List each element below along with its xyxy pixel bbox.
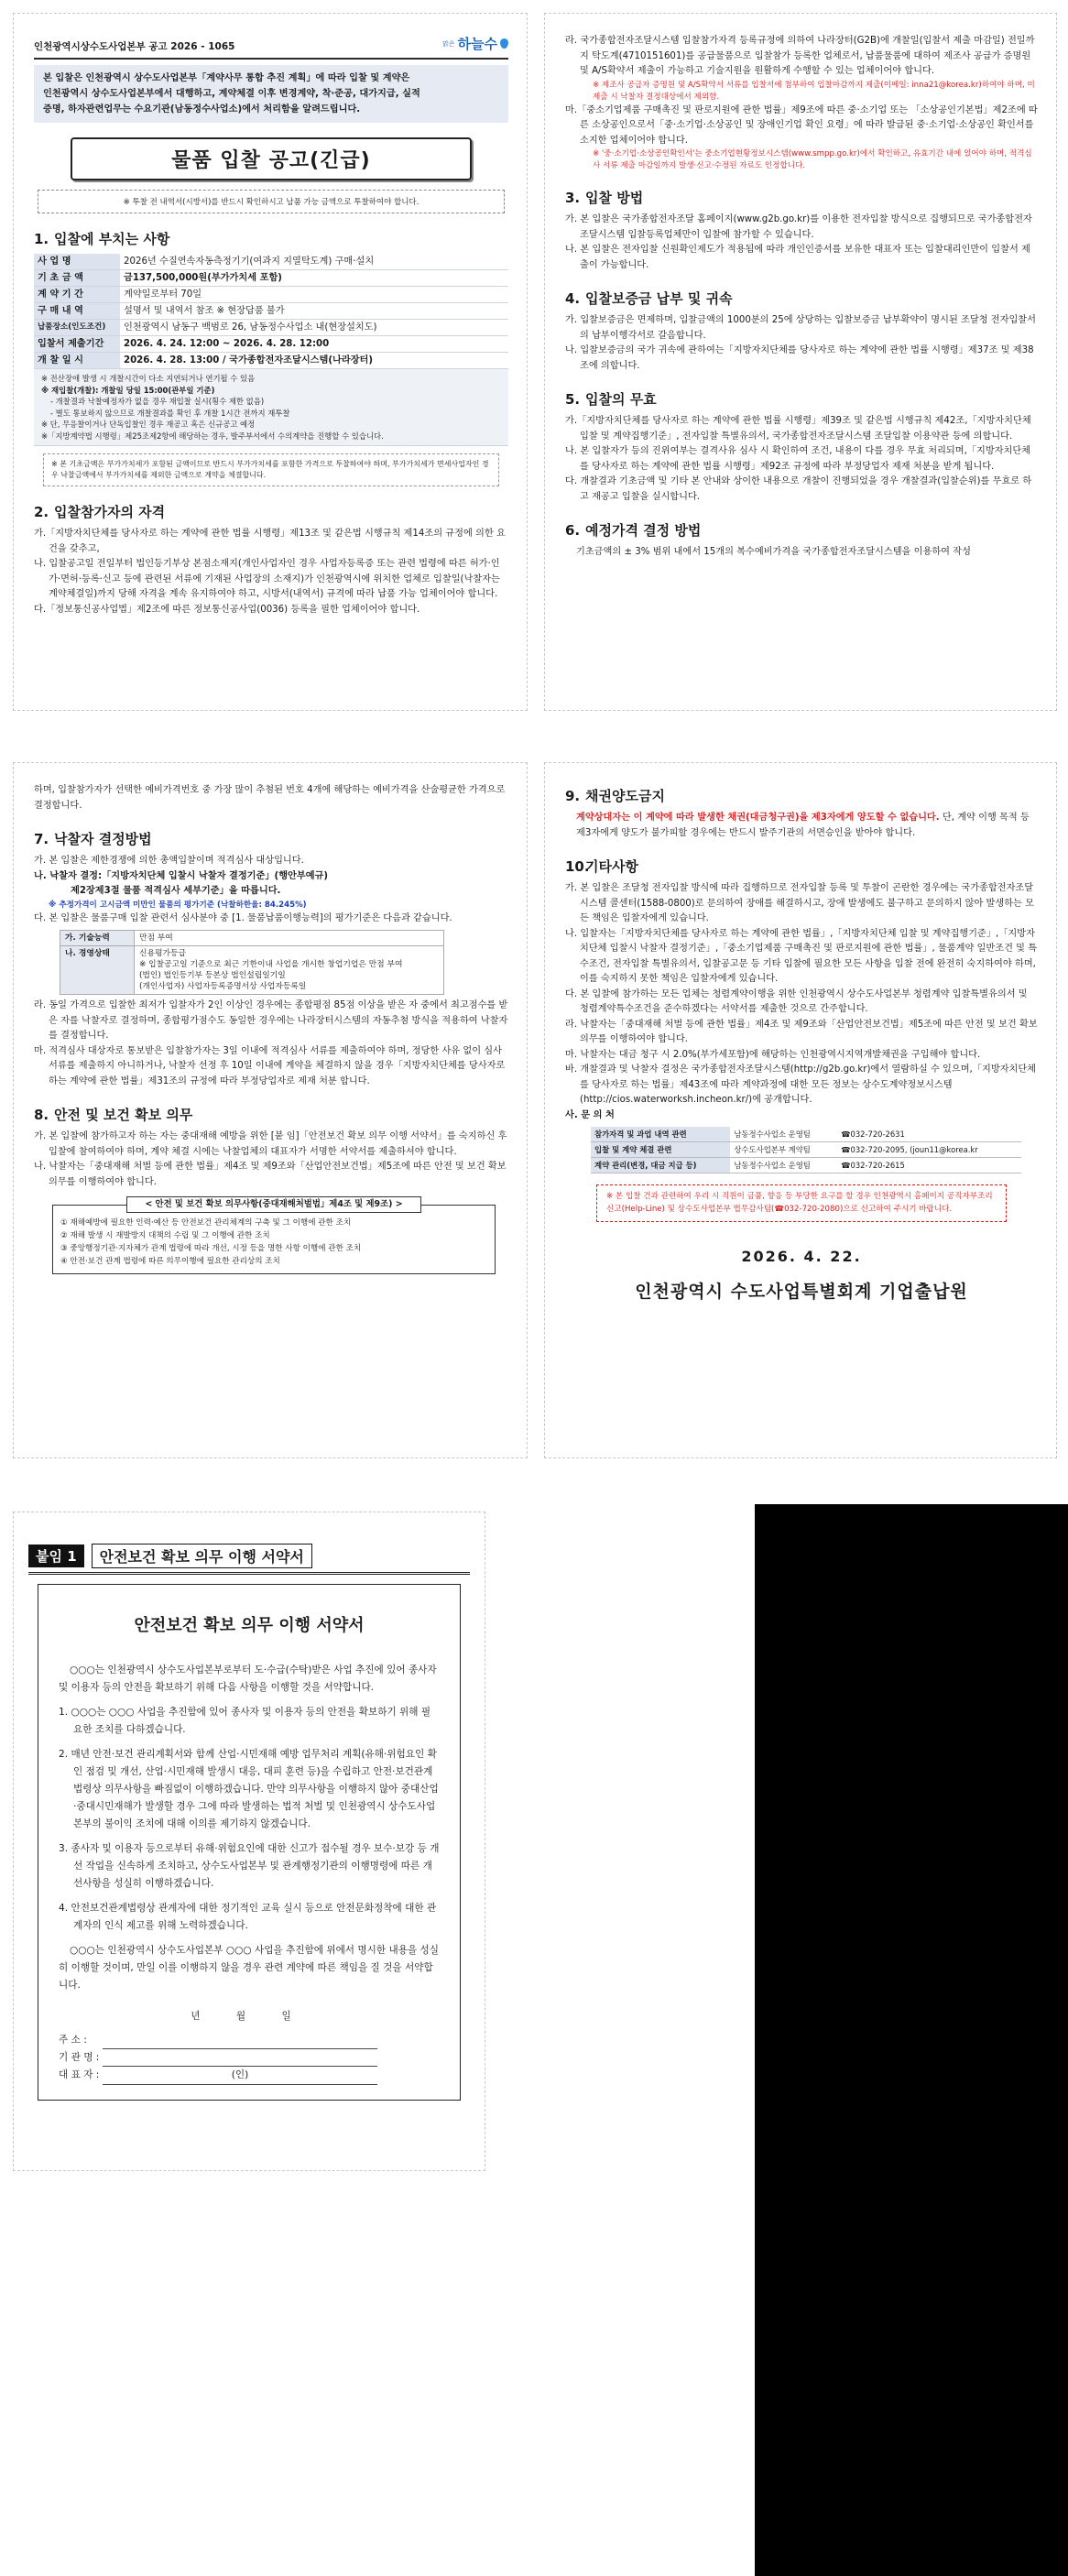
- bid-info-table: 사 업 명 2026년 수질연속자동측정기기(여과지 지열탁도계) 구매·설치 기 초 금 액 금137,500,000원(부가가치세 포함) 계 약 기 간 계약일로부터 70일 구 매 내 역 설명서 및 내역서 참조 ※ 현장답품 불가 납품장소(인도조건) 인천광역시 남동구 백범로 26, 남동정수사업소 내(현장설치도) 입찰서 제출기간 2026. 4. 24. 12:00 ~ 2026. 4. 28. 12:00 개 찰 일 시 2026. 4. 28. 13:00 / 국가종합전자조달시스템(나라장터): [34, 254, 508, 369]
- evaluation-table: 가. 기술능력 만점 부여 나. 경영상태 신용평가등급 ※ 입찰공고일 기준으로 최근 기한이내 사업을 개시한 창업기업은 만점 부여 (법인) 법인등기부 등본상 법인설립일기일 (개인사업자) 사업자등록증명서상 사업자등록일: [60, 930, 444, 995]
- sec2-item-d: 라. 국가종합전자조달시스템 입찰참가자격 등록규정에 의하여 나라장터(G2B)에 개찰일(입찰서 제출 마감일) 전일까지 탁도계(4710151601)를 공급물품으로 입찰참가 등록한 업체로서, 납품물품에 대하여 제조사 공급가 증명원 및 A/S확약서 제출이 가능하고 기술지원을 원활하게 수행할 수 있는 업체이어야 합니다.: [565, 36, 1035, 76]
- sec8-item-a: 가. 본 입찰에 참가하고자 하는 자는 중대재해 예방을 위한 [붙 임]「안전보건 확보 의무 이행 서약서」를 숙지하신 후 입찰에 참여하여야 하며, 계약 체결 시에는 낙찰업체의 대표자가 서명한 서약서를 제출하셔야 합니다.: [34, 1131, 507, 1157]
- bid-info-notes: ※ 전산장애 발생 시 개찰시간이 다소 지연되거나 연기될 수 있음 ※ 재입찰(개찰): 개찰일 당일 15:00(관부일 기준) - 개찰결과 낙찰예정자가 없을 경우 재입찰 실시(횡수 제한 없음) - 별도 통보하지 않으므로 개찰결과를 확인 후 개찰 1시간 전까지 재투찰 ※ 단, 무응찰이거나 단독입찰인 경우 재공고 혹은 신규공고 예정 ※「지방계약법 시행령」제25조제2항에 해당하는 경우, 발주부서에서 수의계약을 진행할 수 있습니다.: [34, 369, 508, 446]
- sec2-item-e: 마.「중소기업제품 구매촉진 및 판로지원에 관한 법률」제9조에 따른 중·소기업 또는 「소상공인기본법」제2조에 따른 소상공인으로서「중·소기업·소상공인 및 장애인기업 확인 요령」에 따라 발급된 중·소기업·소상공인 확인서를 소지한 업체이어야 합니다.: [565, 104, 1038, 146]
- pledge-item-3: 3. 종사자 및 이용자 등으로부터 유해·위험요인에 대한 신고가 접수될 경우 보수·보강 등 개선 작업을 신속하게 조치하고, 상수도사업본부 및 관계행정기관의 이행명령에 따른 개선사항을 성실히 이행하겠습니다.: [59, 1843, 440, 1889]
- org-logo: 맑은 하늘수: [442, 34, 508, 53]
- sec7-item-e: 마. 적격심사 대상자로 통보받은 입찰참가자는 3일 이내에 적격심사 서류를 제출하여야 하며, 정당한 사유 없이 심사서류를 제출하지 아니하거나, 낙찰자 선정 후 10일 이내에 계약을 체결하지 않을 경우「지방자치단체를 당사자로 하는 계약에 관한 법률」제31조의 규정에 따라 부정당업자로 제재 처분 합니다.: [34, 1045, 506, 1086]
- pledge-item-4: 4. 안전보건관계법령상 관계자에 대한 정기적인 교육 실시 등으로 안전문화정착에 대한 관계자의 인식 제고를 위해 노력하겠습니다.: [59, 1903, 437, 1931]
- sec6-continued: 하며, 입찰참가자가 선택한 예비가격번호 중 가장 많이 추첨된 번호 4개에 해당하는 예비가격을 산술평균한 가격으로 결정합니다.: [34, 785, 506, 811]
- sec7-item-d: 라. 동일 가격으로 입찰한 최저가 입찰자가 2인 이상인 경우에는 종합평점 85점 이상을 받은 자 중에서 최고점수를 받은 자를 낙찰자로 결정하며, 종합평가점수도 동일한 경우에는 나라장터시스템의 자동추첨 방식을 적용하여 낙찰자를 결정합니다.: [34, 1000, 508, 1041]
- sec2-item-c: 다.「정보통신공사업법」제2조에 따른 정보통신공사업(0036) 등록을 필한 업체이어야 합니다.: [34, 604, 420, 615]
- sec5-item-a: 가.「지방자치단체를 당사자로 하는 계약에 관한 법률 시행령」제39조 및 같은법 시행규칙 제42조,「지방자치단체 입찰 및 계약집행기준」, 전자입찰 특별유의서, 국가종합전자조달시스템 조달입찰 이용약관 등에 의합니다.: [565, 416, 1031, 442]
- page-5: [13, 1512, 485, 2171]
- signer-name: 인천광역시 수도사업특별회계 기업출납원: [635, 1282, 968, 1302]
- sec3-item-a: 가. 본 입찰은 국가종합전자조달 홈페이지(www.g2b.go.kr)를 이용한 전자입찰 방식으로 집행되므로 국가종합전자조달시스템 입찰등록업체만이 입찰에 참가할 수 있습니다.: [565, 214, 1032, 240]
- attachment-tag: 붙임 1: [28, 1545, 84, 1567]
- section-7-heading: 7. 낙찰자 결정방법: [34, 831, 152, 847]
- pledge-lead: ○○○는 인천광역시 상수도사업본부로부터 도·수급(수탁)받은 사업 추진에 있어 종사자 및 이용자 등의 안전을 확보하기 위해 다음 사항을 이행할 것을 서약합니다.: [59, 1665, 437, 1693]
- pledge-title: 안전보건 확보 의무 이행 서약서: [134, 1616, 365, 1635]
- sec5-item-b: 나. 본 입찰자가 등의 진위여부는 결격사유 심사 시 확인하여 조건, 내용이 다를 경우 무효 처리되며,「지방자치단체를 당사자로 하는 계약에 관한 법률 시행령」제92조 규정에 따라 부정당업자 제재 처분을 받게 됩니다.: [565, 446, 1031, 472]
- section-8-heading: 8. 안전 및 보건 확보 의무: [34, 1107, 193, 1123]
- sec7-item-a: 가. 본 입찰은 제한경쟁에 의한 총액입찰이며 적격심사 대상입니다.: [34, 856, 304, 866]
- pledge-item-2: 2. 매년 안전·보건 관리계획서와 함께 산업·시민재해 예방 업무처리 계획(유해·위험요인 확인 점검 및 개선, 산업·시민재해 발생시 대응, 대피 훈련 등)을 수립하고 안전·보건관계법령상 의무사항을 빠짐없이 이행하겠습니다. 만약 의무사항을 이행하지 않아 중대산업·중대시민재해가 발생할 경우 그에 따라 발생하는 법적 처벌 및 인천광역시 상수도사업본부의 불이익 조치에 대해 이의를 제기하지 않겠습니다.: [59, 1749, 439, 1829]
- section-10-heading: 10.기타사항: [565, 858, 638, 875]
- intro-box: 본 입찰은 인천광역시 상수도사업본부「계약사무 통합 추진 계획」에 따라 입찰 및 계약은 인천광역시 상수도사업본부에서 대행하고, 계약체결 이후 변경계약, 착·준공, 대가지급, 실적 증명, 하자관련업무는 수요기관(남동정수사업소)에서 처리함을 알려드립니다.: [34, 65, 508, 123]
- vat-note: ※ 본 기초금액은 부가가치세가 포함된 금액이므로 반드시 부가가치세를 포함한 가격으로 투찰하여야 하며, 부가가치세가 면세사업자인 경우 낙찰금액에서 부가가치세를 제외한 금액으로 계약을 체결합니다.: [43, 453, 499, 486]
- blank-region: [755, 1504, 1068, 2576]
- address-field[interactable]: 주 소 :: [59, 2032, 440, 2049]
- sec10-item-f: 바. 개찰결과 및 낙찰자 결정은 국가종합전자조달시스템(http://g2b.go.kr)에서 열람하실 수 있으며,「지방자치단체를 당사자로 하는 법률」제43조에 따라 계약과정에 대한 모든 정보는 상수도계약정보시스템(http://cios.waterworksh.incheon.kr/)에 공개합니다.: [565, 1064, 1037, 1105]
- duties-box: < 안전 및 보건 확보 의무사항(중대재해처벌법」제4조 및 제9조) > ① 재해예방에 필요한 인력·예산 등 안전보건 관리체계의 구축 및 그 이행에 관한 조치 ② 재해 발생 시 재발방지 대책의 수립 및 그 이행에 관한 조치 ③ 중앙행정기관·지자체가 관계 법령에 따라 개선, 시정 등을 명한 사항 이행에 관한 조치 ④ 안전·보건 관계 법령에 따른 의무이행에 필요한 관리상의 조치: [52, 1205, 496, 1274]
- sec2-item-a: 가.「지방자치단체를 당사자로 하는 계약에 관한 법률 시행령」제13조 및 같은법 시행규칙 제14조의 규정에 의한 요건을 갖추고,: [34, 529, 506, 554]
- contact-table: [591, 1127, 1021, 1173]
- sec7-item-c: 다. 본 입찰은 물품구매 입찰 관련서 심사분야 중 [1. 물품납품이행능력]의 평가기준은 다음과 같습니다.: [34, 912, 452, 923]
- sec7-item-b: 나. 낙찰자 결정:「지방자치단체 입찰시 낙찰자 결정기준」(행안부예규): [34, 870, 329, 881]
- sec10-item-e: 마. 낙찰자는 대금 청구 시 2.0%(부가세포함)에 해당하는 인천광역시지역개발채권을 구입해야 합니다.: [565, 1049, 981, 1060]
- attachment-header: [28, 1544, 470, 1575]
- sec2-note-e: ※ '중·소기업·소상공인확인서'는 중소기업현황정보시스템(www.smpp.go.kr)에서 확인하고, 유효기간 내에 있어야 하며, 적격심사 서류 제출 마감일까지 발생·신고·수정된 자료도 인정합니다.: [593, 149, 1032, 170]
- sec7-item-b-cont: 제2장제3절 물품 적격심사 세부기준」을 따릅니다.: [71, 886, 281, 896]
- sec10-item-b: 나. 입찰자는「지방자치단체를 당사자로 하는 계약에 관한 법률」,「지방자치단체 입찰 및 계약집행기준」,「지방자치단체 입찰시 낙찰자 결정기준」,「중소기업제품 구매촉진 및 판로지원에 관한 법률」, 물품계약 일반조건 및 특수조건, 전자입찰 특별유의서, 입찰공고문 등 기타 입찰에 필요한 모든 사항을 입찰 전에 완전히 숙지하여야 하며, 이를 숙지하지 못한 책임은 입찰자에게 있습니다.: [565, 928, 1038, 984]
- pledge-closing: ○○○는 인천광역시 상수도사업본부 ○○○ 사업을 추진함에 위에서 명시한 내용을 성실히 이행할 것이며, 만일 이를 이행하지 않을 경우 관련 계약에 따른 책임을 질 것을 서약합니다.: [59, 1945, 440, 1991]
- section-3-heading: 3. 입찰 방법: [565, 190, 644, 206]
- sec9-text: 계약상대자는 이 계약에 따라 발생한 채권(대금청구권)을 제3자에게 양도할 수 없습니다. 단, 계약 이행 목적 등 제3자에게 양도가 불가피할 경우에는 반드시 발주기관의 서면승인을 받아야 합니다.: [576, 813, 1030, 838]
- sec10-item-c: 다. 본 입찰에 참가하는 모든 업체는 청렴계약이행을 위한 인천광역시 상수도사업본부 청렴계약 입찰특별유의서 및 청렴계약특수조건을 준수하겠다는 서약서를 제출한 것으로 간주합니다.: [565, 988, 1028, 1014]
- section-1-heading: 1. 입찰에 부치는 사항: [34, 231, 170, 247]
- table-row: 입찰 및 계약 체결 관련 상수도사업본부 계약팀 ☎032-720-2095, (joun11@korea.kr: [591, 1142, 1021, 1158]
- section-4-heading: 4. 입찰보증금 납부 및 귀속: [565, 290, 733, 307]
- org-name-field[interactable]: 기 관 명 :: [59, 2049, 440, 2067]
- pledge-item-1: 1. ○○○는 ○○○ 사업을 추진함에 있어 종사자 및 이용자 등의 안전을 확보하기 위해 필요한 조치를 다하겠습니다.: [59, 1707, 431, 1735]
- pledge-form: [38, 1584, 461, 2101]
- sec2-note-d: ※ 제조사 공급자 증명원 및 A/S확약서 서류를 입찰서에 첨부하여 입찰마감까지 제출(이메일: inna21@korea.kr)하여야 하며, 미제출 시 낙찰자 결정대상에서 제외함.: [593, 80, 1035, 102]
- sec8-item-b: 나. 낙찰자는「중대재해 처벌 등에 관한 법률」제4조 및 제9조와「산업안전보건법」제5조에 따른 안전 및 보건 확보의무를 이행하여야 합니다.: [34, 1162, 507, 1187]
- anti-corruption-note: ※ 본 입찰 건과 관련하여 우리 시 직원이 금품, 향응 등 부당한 요구를 할 경우 인천광역시 홈페이지 공직자부조리신고(Help-Line) 및 상수도사업본부 법무감사팀(☎032-720-2080)으로 신고하여 주시기 바랍니다.: [596, 1184, 1007, 1222]
- sec6-text: 기초금액의 ± 3% 범위 내에서 15개의 복수예비가격을 국가종합전자조달시스템을 이용하여 작성: [576, 547, 971, 557]
- notice-code: 인천광역시상수도사업본부 공고 2026 - 1065: [34, 41, 235, 52]
- section-5-heading: 5. 입찰의 무효: [565, 391, 657, 408]
- sec5-item-c: 다. 개찰결과 기초금액 및 기타 본 안내와 상이한 내용으로 개찰이 진행되었을 경우 개찰결과(입찰순위)를 무효로 하고 재공고 입찰을 실시합니다.: [565, 476, 1032, 502]
- page-4: [544, 762, 1057, 1458]
- page-title: 물품 입찰 공고(긴급): [71, 137, 472, 180]
- price-notice: ※ 투찰 전 내역서(시방서)를 반드시 확인하시고 납품 가능 금액으로 투찰하여야 합니다.: [38, 190, 505, 213]
- sec2-item-b: 나. 입찰공고일 전일부터 법인등기부상 본점소재지(개인사업자인 경우 사업자등록증 또는 관련 법령에 따른 허가·인가·면허·등록·신고 등에 관련된 서류에 기재된 사업장의 소재지)가 인천광역시에 위치한 업체로 입찰일(낙찰자는 계약체결일)까지 당해 자격을 계속 유지하여야 하고, 시방서(내역서) 규격에 따라 납품 가능 업체이어야 합니다.: [34, 559, 500, 599]
- sec4-item-a: 가. 입찰보증금은 면제하며, 입찰금액의 1000분의 25에 상당하는 입찰보증금 납부확약이 명시된 조달청 전자입찰서의 납부이행각서로 갈음합니다.: [565, 315, 1036, 341]
- sec4-item-b: 나. 입찰보증금의 국가 귀속에 관하여는「지방자치단체를 당사자로 하는 계약에 관한 법률 시행령」제37조 및 제38조에 의합니다.: [565, 345, 1034, 371]
- attachment-title: 안전보건 확보 의무 이행 서약서: [92, 1544, 312, 1568]
- table-row: 계약 관리(변경, 대금 지급 등) 남동정수사업소 운영팀 ☎032-720-2615: [591, 1158, 1021, 1173]
- sec10-item-d: 라. 낙찰자는「중대재해 처벌 등에 관한 법률」제4조 및 제9조와「산업안전보건법」제5조에 따른 안전 및 보건 확보의무를 이행하여야 합니다.: [565, 1019, 1038, 1044]
- sec3-item-b: 나. 본 입찰은 전자입찰 신원확인제도가 적용됨에 따라 개인인증서를 보유한 대표자 또는 입찰대리인만이 입찰서 제출이 가능합니다.: [565, 245, 1030, 270]
- section-9-heading: 9. 채권양도금지: [565, 788, 665, 804]
- sec10-item-g: 사. 문 의 처: [565, 1109, 615, 1120]
- sec10-item-a: 가. 본 입찰은 조달청 전자입찰 방식에 따라 집행하므로 전자입찰 등록 및 투찰이 곤란한 경우에는 국가종합전자조달시스템 콜센터(1588-0800)로 문의하여 장애를 해결하시고, 장애 발생에도 불구하고 문의하지 않아 발생하는 모든 책임은 입찰자에게 있습니다.: [565, 883, 1034, 923]
- representative-field[interactable]: 대 표 자 : (인): [59, 2067, 440, 2085]
- water-drop-icon: [500, 38, 508, 49]
- notice-header: [34, 34, 508, 60]
- pledge-date: 년 월 일: [191, 2011, 308, 2022]
- sec7-rate-note: ※ 추정가격이 고시금액 미만인 물품의 평가기준 (낙찰하한율: 84.245%): [49, 900, 307, 910]
- page-1: [13, 13, 528, 711]
- section-2-heading: 2. 입찰참가자의 자격: [34, 504, 166, 520]
- page-3: [13, 762, 528, 1458]
- table-row: 참가자격 및 과업 내역 관련 남동정수사업소 운영팀 ☎032-720-2631: [591, 1127, 1021, 1142]
- notice-date: 2026. 4. 22.: [741, 1248, 862, 1265]
- page-2: [544, 13, 1057, 711]
- section-6-heading: 6. 예정가격 결정 방법: [565, 522, 702, 539]
